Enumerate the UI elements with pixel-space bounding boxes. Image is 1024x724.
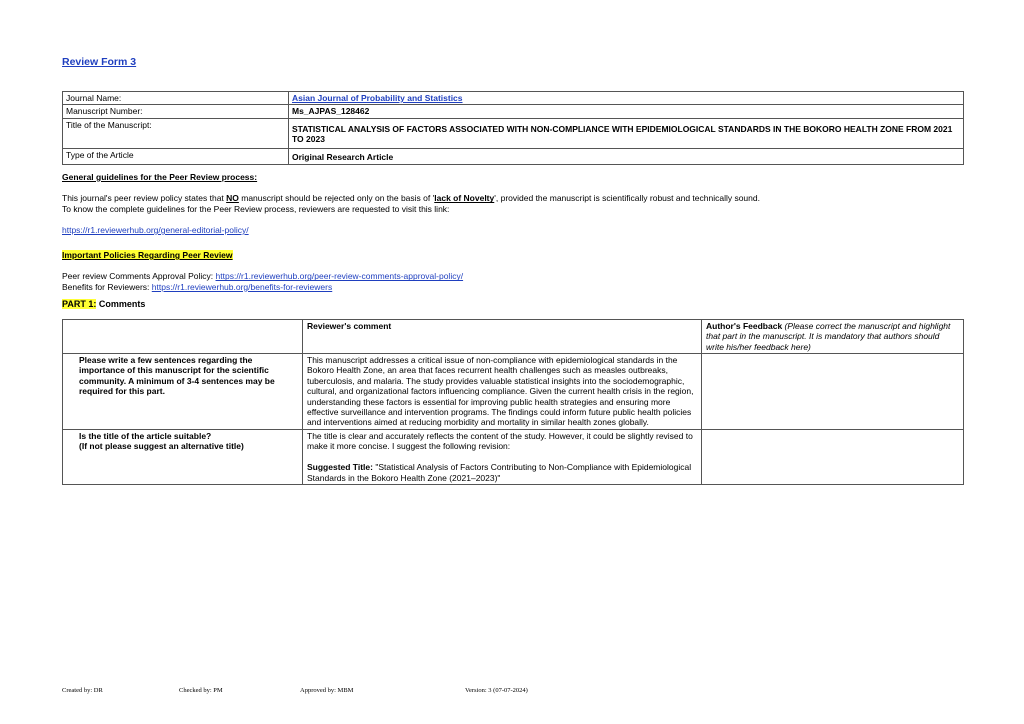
journal-link[interactable]: Asian Journal of Probability and Statistics [292, 93, 463, 103]
question-importance: Please write a few sentences regarding the importance of this manuscript for the scientific community. A minimum of 3-4 sentences may be required for this part. [63, 354, 303, 430]
table-row [63, 429, 964, 484]
form-title: Review Form 3 [62, 56, 137, 68]
manuscript-number-label: Manuscript Number: [63, 105, 289, 118]
author-feedback-cell[interactable] [702, 429, 964, 484]
table-header-row [63, 320, 964, 354]
header-reviewer-comment: Reviewer's comment [303, 320, 702, 354]
footer-approved-by: Approved by: MBM [300, 687, 354, 694]
benefits-link[interactable]: https://r1.reviewerhub.org/benefits-for-reviewers [151, 281, 333, 292]
reviewer-comment-title: The title is clear and accurately reflects the content of the study. However, it could be slightly revised to make it more concise. I suggest the following revision: Suggested Title: "Statistical Analysis of Factors Contributing to Non-Compliance with Epidemiological Standards in the Bokoro Health Zone (2021–2023)" [303, 429, 702, 484]
approval-policy-label: Peer review Comments Approval Policy: [62, 271, 216, 282]
benefits-label: Benefits for Reviewers: [62, 281, 152, 292]
guidelines-visit-text: To know the complete guidelines for the Peer Review process, reviewers are requested to visit this link: [62, 203, 450, 214]
table-row [63, 149, 964, 164]
part-label: PART 1: [62, 299, 97, 309]
part-title: Comments [96, 299, 146, 309]
article-type-label: Type of the Article [63, 149, 289, 164]
important-policies [62, 250, 964, 292]
table-row [63, 354, 964, 430]
approval-policy-link[interactable]: https://r1.reviewerhub.org/peer-review-comments-approval-policy/ [215, 271, 464, 282]
manuscript-info-table [62, 91, 964, 165]
author-feedback-cell[interactable] [702, 354, 964, 430]
no-emphasis: NO [226, 193, 239, 204]
question-title-suitability: Is the title of the article suitable? (If not please suggest an alternative title) [63, 429, 303, 484]
footer-checked-by: Checked by: PM [179, 687, 223, 694]
header-empty-cell [63, 320, 303, 354]
novelty-emphasis: lack of Novelty [434, 193, 495, 204]
suggested-title: Suggested Title: "Statistical Analysis of Factors Contributing to Non-Compliance with Epidemiological Standards in the Bokoro Health Zone (2021–2023)" [307, 462, 692, 483]
reviewer-comment-importance: This manuscript addresses a critical issue of non-compliance with epidemiological standards in the Bokoro Health Zone, an area that faces recurrent health challenges such as measles outbreaks, tuberculosis, and malaria. The study provides valuable statistical insights into the sociodemographic, cultural, and organizational factors influencing compliance. Given the current health crisis in the region, understanding these factors is essential for improving public health strategies and ensuring more effective surveillance and intervention programs. The findings could inform future public health policies and interventions aimed at reducing morbidity and mortality in similar health zones globally. [303, 354, 702, 430]
footer-created-by: Created by: DR [62, 687, 103, 694]
journal-label: Journal Name: [63, 92, 289, 105]
manuscript-title-label: Title of the Manuscript: [63, 118, 289, 149]
part-heading [62, 299, 145, 310]
editorial-policy-link[interactable]: https://r1.reviewerhub.org/general-editorial-policy/ [62, 225, 249, 236]
policies-heading: Important Policies Regarding Peer Review [62, 250, 233, 260]
table-row [63, 92, 964, 105]
manuscript-number-value: Ms_AJPAS_128462 [289, 105, 964, 118]
table-row [63, 105, 964, 118]
guidelines-policy-text: This journal's peer review policy states that NO manuscript should be rejected only on the basis of 'lack of Novelty', provided the manuscript is scientifically robust and technically sound. [62, 193, 760, 204]
comments-table [62, 319, 964, 485]
table-row [63, 118, 964, 149]
article-type-value: Original Research Article [289, 149, 964, 164]
general-guidelines [62, 172, 964, 235]
footer-version: Version: 3 (07-07-2024) [465, 687, 528, 694]
guidelines-heading: General guidelines for the Peer Review process: [62, 172, 258, 182]
header-author-feedback: Author's Feedback (Please correct the manuscript and highlight that part in the manuscript. It is mandatory that authors should write his/her feedback here) [702, 320, 964, 354]
manuscript-title-value: STATISTICAL ANALYSIS OF FACTORS ASSOCIATED WITH NON-COMPLIANCE WITH EPIDEMIOLOGICAL STANDARDS IN THE BOKORO HEALTH ZONE FROM 2021 TO 2023 [289, 118, 964, 149]
